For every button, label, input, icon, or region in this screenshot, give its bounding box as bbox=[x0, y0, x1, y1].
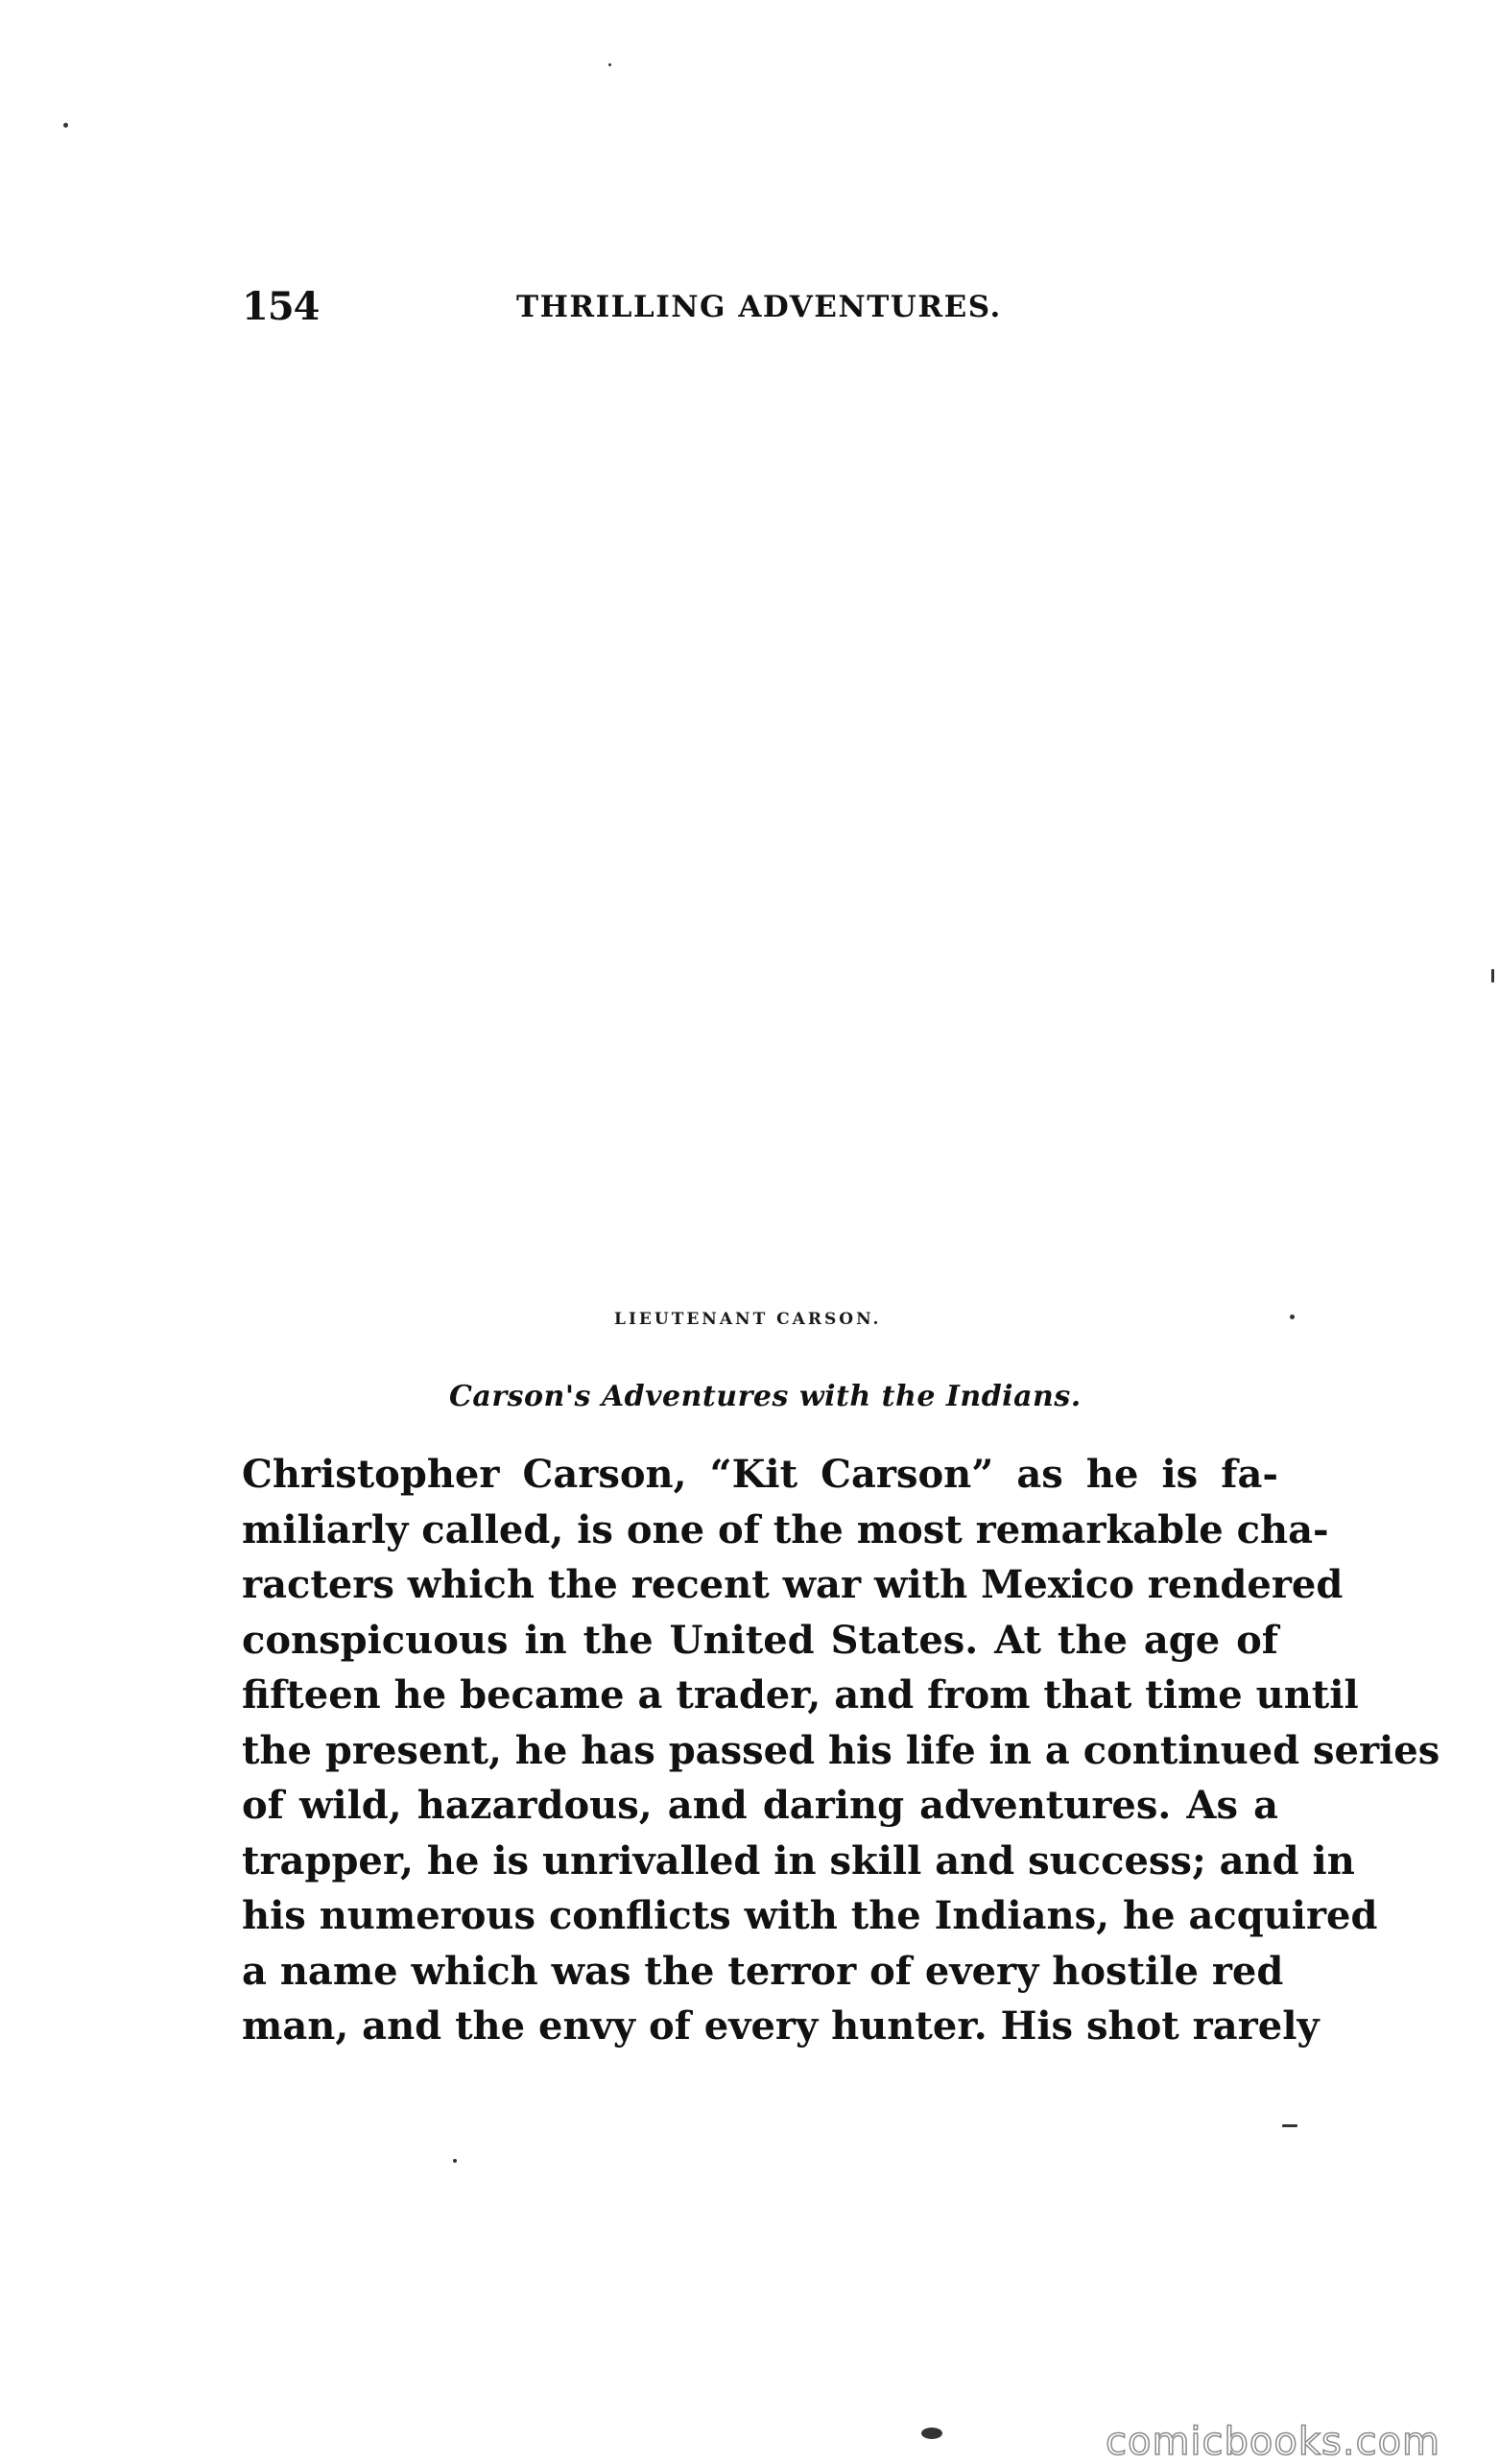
scan-speck bbox=[1282, 2124, 1297, 2127]
text-line: fifteen he became a trader, and from that time until bbox=[242, 1672, 1359, 1718]
text-line: miliarly called, is one of the most remarkable cha- bbox=[242, 1506, 1329, 1552]
watermark: comicbooks.com bbox=[1106, 2420, 1441, 2464]
section-heading: Carson's Adventures with the Indians. bbox=[449, 1380, 1082, 1413]
text-line: a name which was the terror of every hostile red bbox=[242, 1948, 1284, 1994]
illustration-caption: LIEUTENANT CARSON. bbox=[614, 1310, 882, 1329]
text-line: racters which the recent war with Mexico rendered bbox=[242, 1562, 1344, 1607]
text-line: his numerous conflicts with the Indians, he acquired bbox=[242, 1893, 1378, 1938]
scan-speck bbox=[63, 123, 68, 128]
scan-speck bbox=[453, 2159, 457, 2163]
text-line: the present, he has passed his life in a continued series bbox=[242, 1727, 1440, 1773]
text-line: man, and the envy of every hunter. His shot rarely bbox=[242, 2003, 1320, 2049]
text-line: Christopher Carson, “Kit Carson” as he is fa- bbox=[242, 1452, 1278, 1497]
text-line: trapper, he is unrivalled in skill and success; and in bbox=[242, 1837, 1355, 1884]
scan-speck bbox=[921, 2428, 942, 2439]
scan-speck bbox=[1491, 969, 1494, 983]
body-paragraph bbox=[242, 1447, 1440, 2054]
scan-speck bbox=[1290, 1315, 1295, 1319]
running-head: THRILLING ADVENTURES. bbox=[516, 290, 1002, 324]
text-line: of wild, hazardous, and daring adventures. As a bbox=[242, 1783, 1278, 1828]
scan-speck bbox=[608, 63, 611, 66]
page-number: 154 bbox=[242, 284, 320, 329]
text-line: conspicuous in the United States. At the age of bbox=[242, 1617, 1278, 1663]
